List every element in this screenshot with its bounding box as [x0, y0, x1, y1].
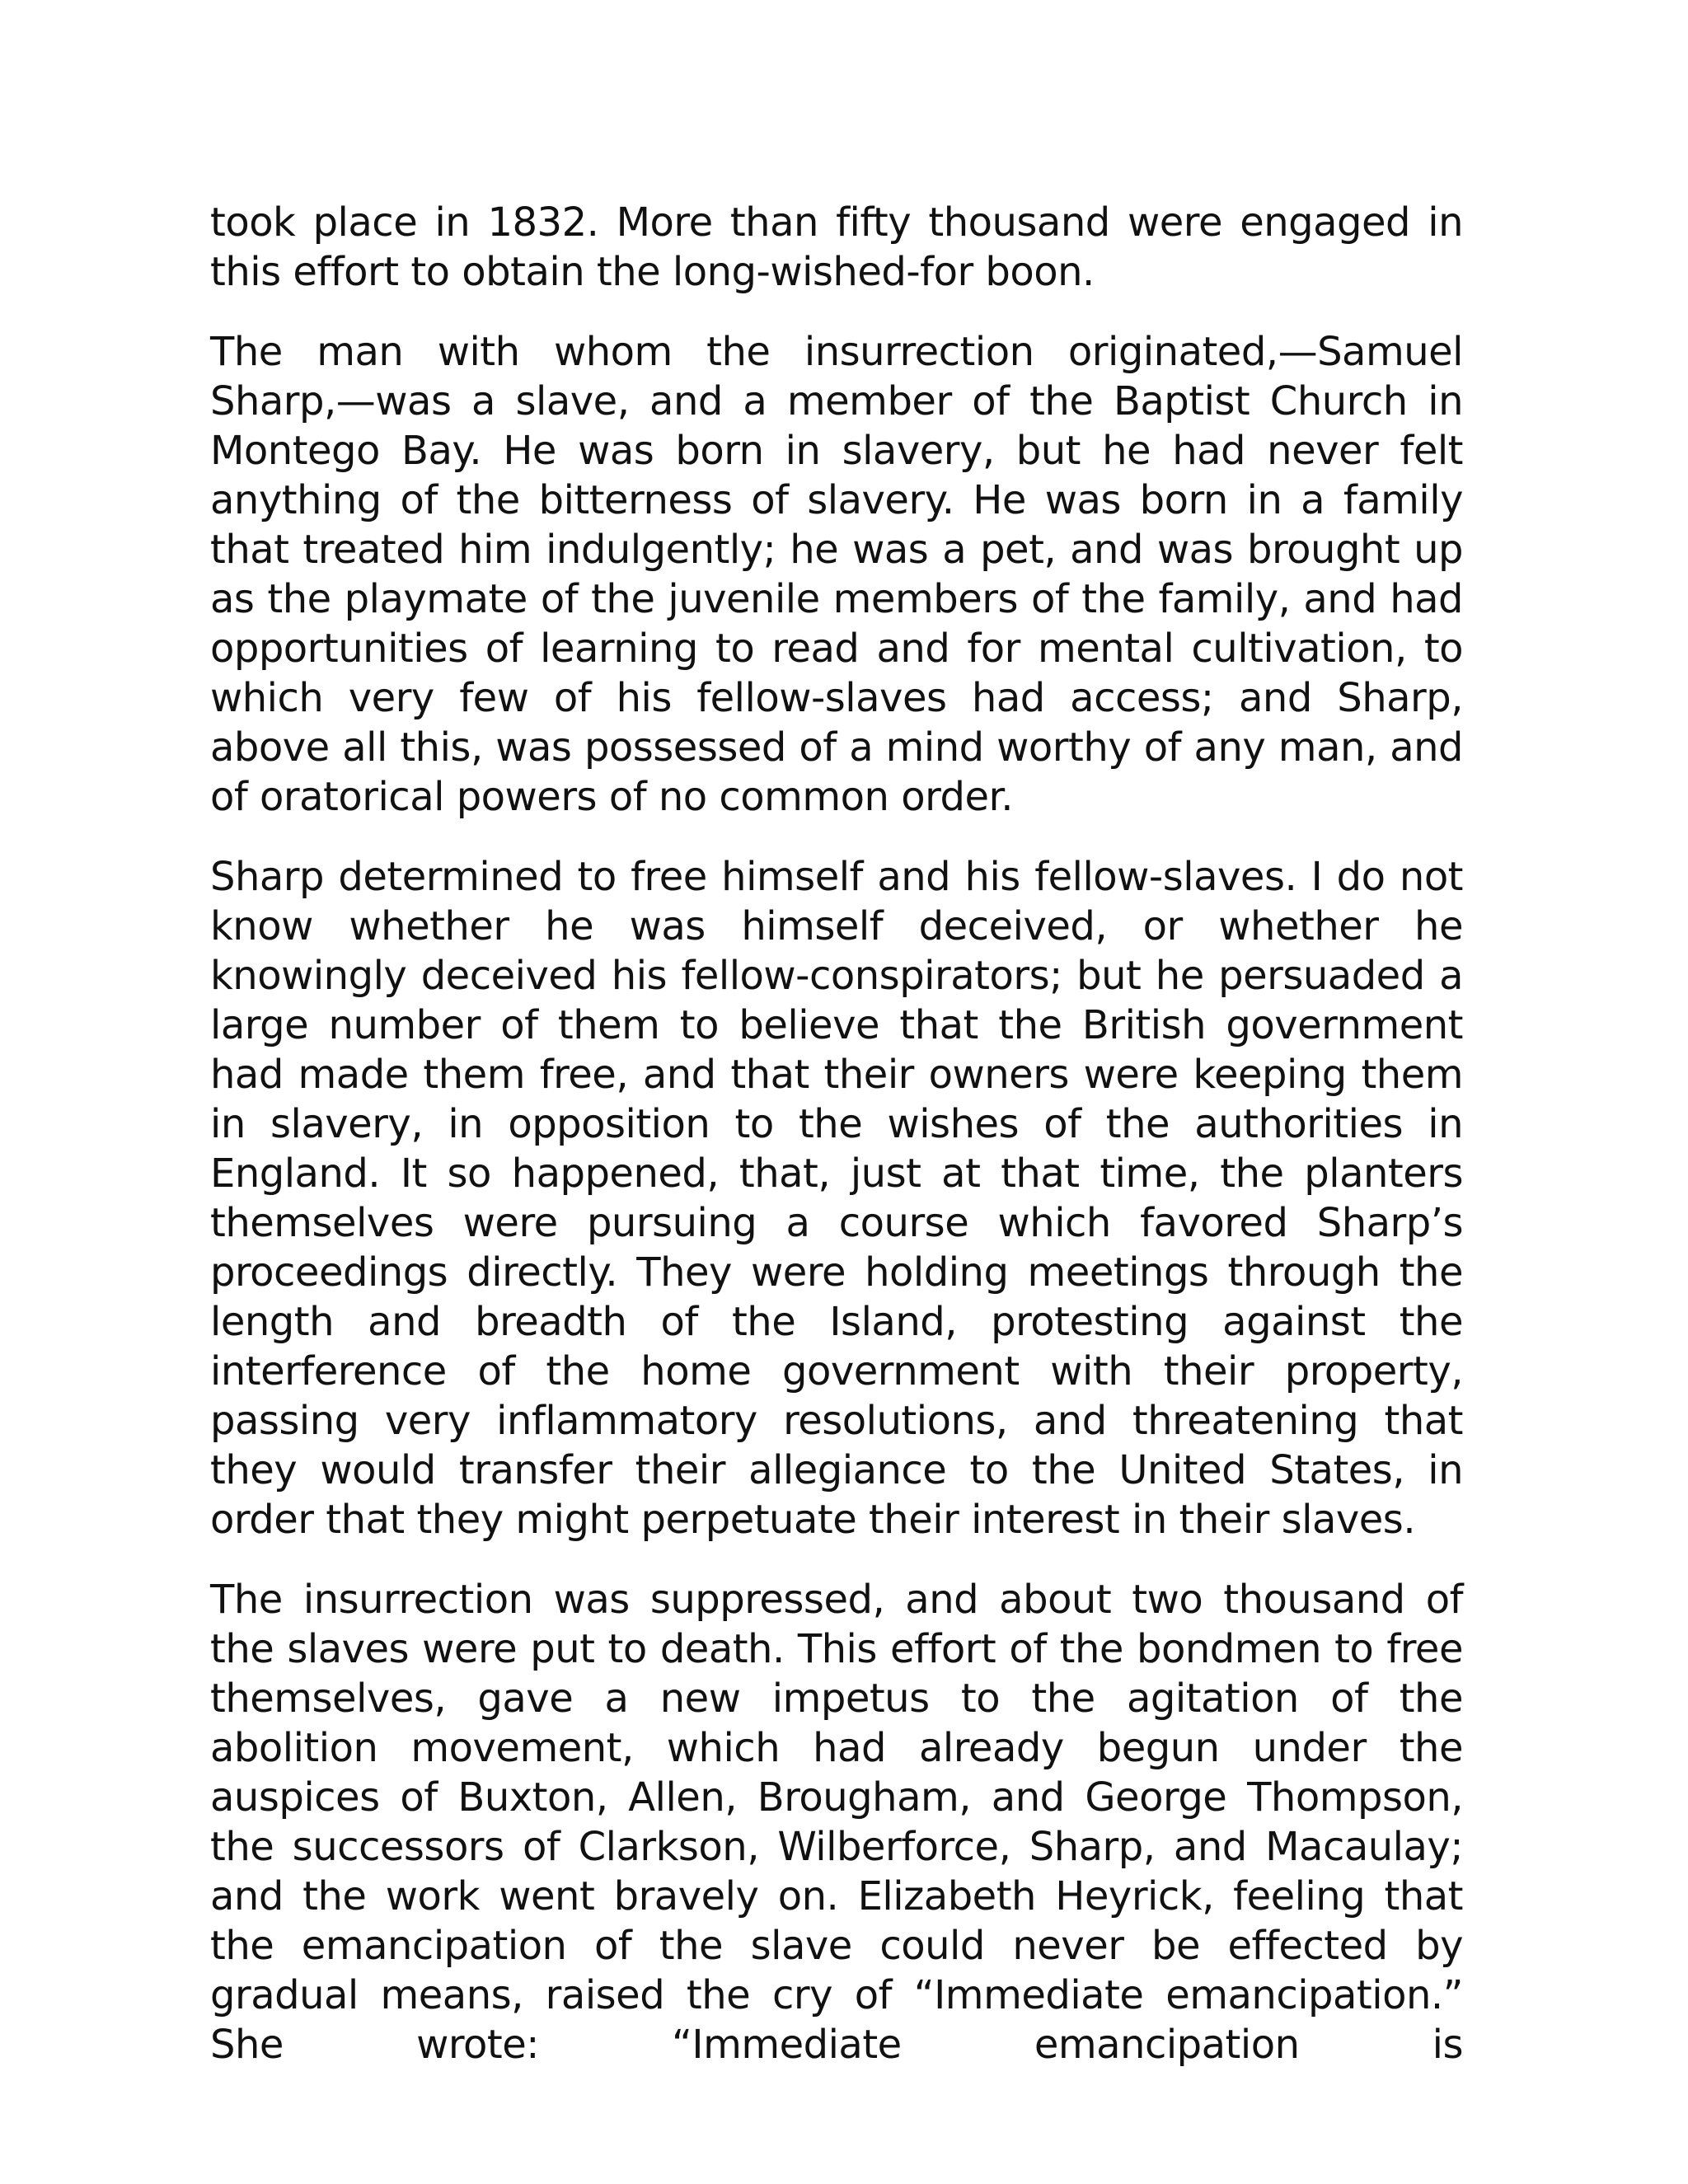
paragraph-1: took place in 1832. More than fifty thousand were engaged in this effort to obtain the long-wished-for boon. [210, 199, 1463, 295]
paragraph-4: The insurrection was suppressed, and about two thousand of the slaves were put to death. This effort of the bondmen to free themselves, gave a new impetus to the agitation of the abolition movement, which had already begun under the auspices of Buxton, Allen, Brougham, and George Thompson, the successors of Clarkson, Wilberforce, Sharp, and Macaulay; and the work went bravely on. Elizabeth Heyrick, feeling that the emancipation of the slave could never be effected by gradual means, raised the cry of “Immediate emancipation.” She wrote: “Immediate emancipation is [210, 1577, 1463, 2068]
body-text [210, 198, 1463, 2100]
paragraph-3: Sharp determined to free himself and his fellow-slaves. I do not know whether he was himself deceived, or whether he knowingly deceived his fellow-conspirators; but he persuaded a large number of them to believe that the British government had made them free, and that their owners were keeping them in slavery, in opposition to the wishes of the authorities in England. It so happened, that, just at that time, the planters themselves were pursuing a course which favored Sharp’s proceedings directly. They were holding meetings through the length and breadth of the Island, protesting against the interference of the home government with their property, passing very inflammatory resolutions, and threatening that they would transfer their allegiance to the United States, in order that they might perpetuate their interest in their slaves. [210, 854, 1463, 1543]
paragraph-2: The man with whom the insurrection originated,—Samuel Sharp,—was a slave, and a member of the Baptist Church in Montego Bay. He was born in slavery, but he had never felt anything of the bitterness of slavery. He was born in a family that treated him indulgently; he was a pet, and was brought up as the playmate of the juvenile members of the family, and had opportunities of learning to read and for mental cultivation, to which very few of his fellow-slaves had access; and Sharp, above all this, was possessed of a mind worthy of any man, and of oratorical powers of no common order. [210, 329, 1463, 820]
